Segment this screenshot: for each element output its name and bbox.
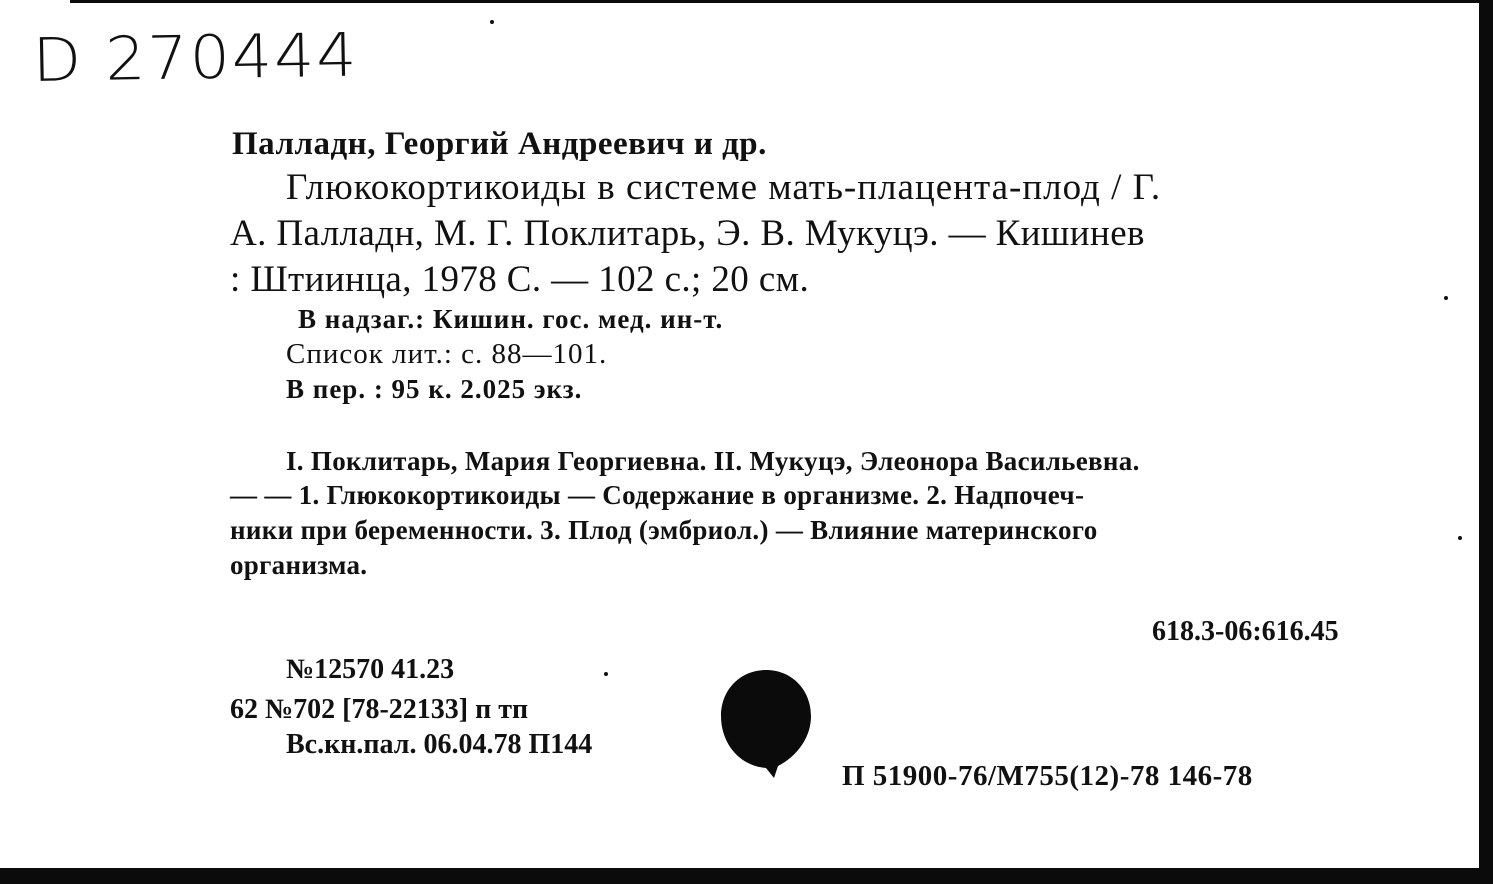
scan-speck (1444, 296, 1448, 300)
catalog-line-3: Вс.кн.пал. 06.04.78 П144 (286, 729, 593, 760)
print-code: П 51900-76/М755(12)-78 146-78 (842, 760, 1253, 792)
scan-speck (604, 672, 608, 676)
note-line-3: В пер. : 95 к. 2.025 экз. (286, 374, 583, 404)
handwritten-number: D 270444 (32, 20, 360, 96)
note-line-1: В надзаг.: Кишин. гос. мед. ин-т. (298, 304, 724, 334)
title-line-3: : Штиинца, 1978 С. — 102 с.; 20 см. (230, 259, 810, 300)
scan-right-edge (1479, 0, 1493, 884)
subject-line-4: организма. (230, 550, 368, 580)
scan-top-edge (70, 0, 1479, 3)
subject-line-1: I. Поклитарь, Мария Георгиевна. II. Мукуцэ, Элеонора Васильевна. (286, 446, 1140, 476)
punch-hole (718, 668, 814, 780)
scan-bottom-edge (0, 868, 1493, 884)
catalog-line-2: 62 №702 [78-22133] п тп (230, 694, 529, 725)
catalog-line-1: №12570 41.23 (286, 654, 455, 685)
title-line-2: А. Палладн, М. Г. Поклитарь, Э. В. Мукуцэ. — Кишинев (230, 213, 1145, 254)
note-line-2: Список лит.: с. 88—101. (286, 338, 608, 370)
scan-speck (1458, 536, 1462, 540)
author-heading: Палладн, Георгий Андреевич и др. (232, 126, 767, 162)
subject-line-2: — — 1. Глюкокортикоиды — Содержание в организме. 2. Надпочеч- (230, 480, 1085, 510)
subject-line-3: ники при беременности. 3. Плод (эмбриол.) — Влияние материнского (230, 515, 1098, 545)
udc-code: 618.3-06:616.45 (1152, 616, 1339, 647)
title-line-1: Глюкокортикоиды в системе мать-плацента-плод / Г. (286, 167, 1162, 208)
scan-speck (490, 20, 494, 24)
